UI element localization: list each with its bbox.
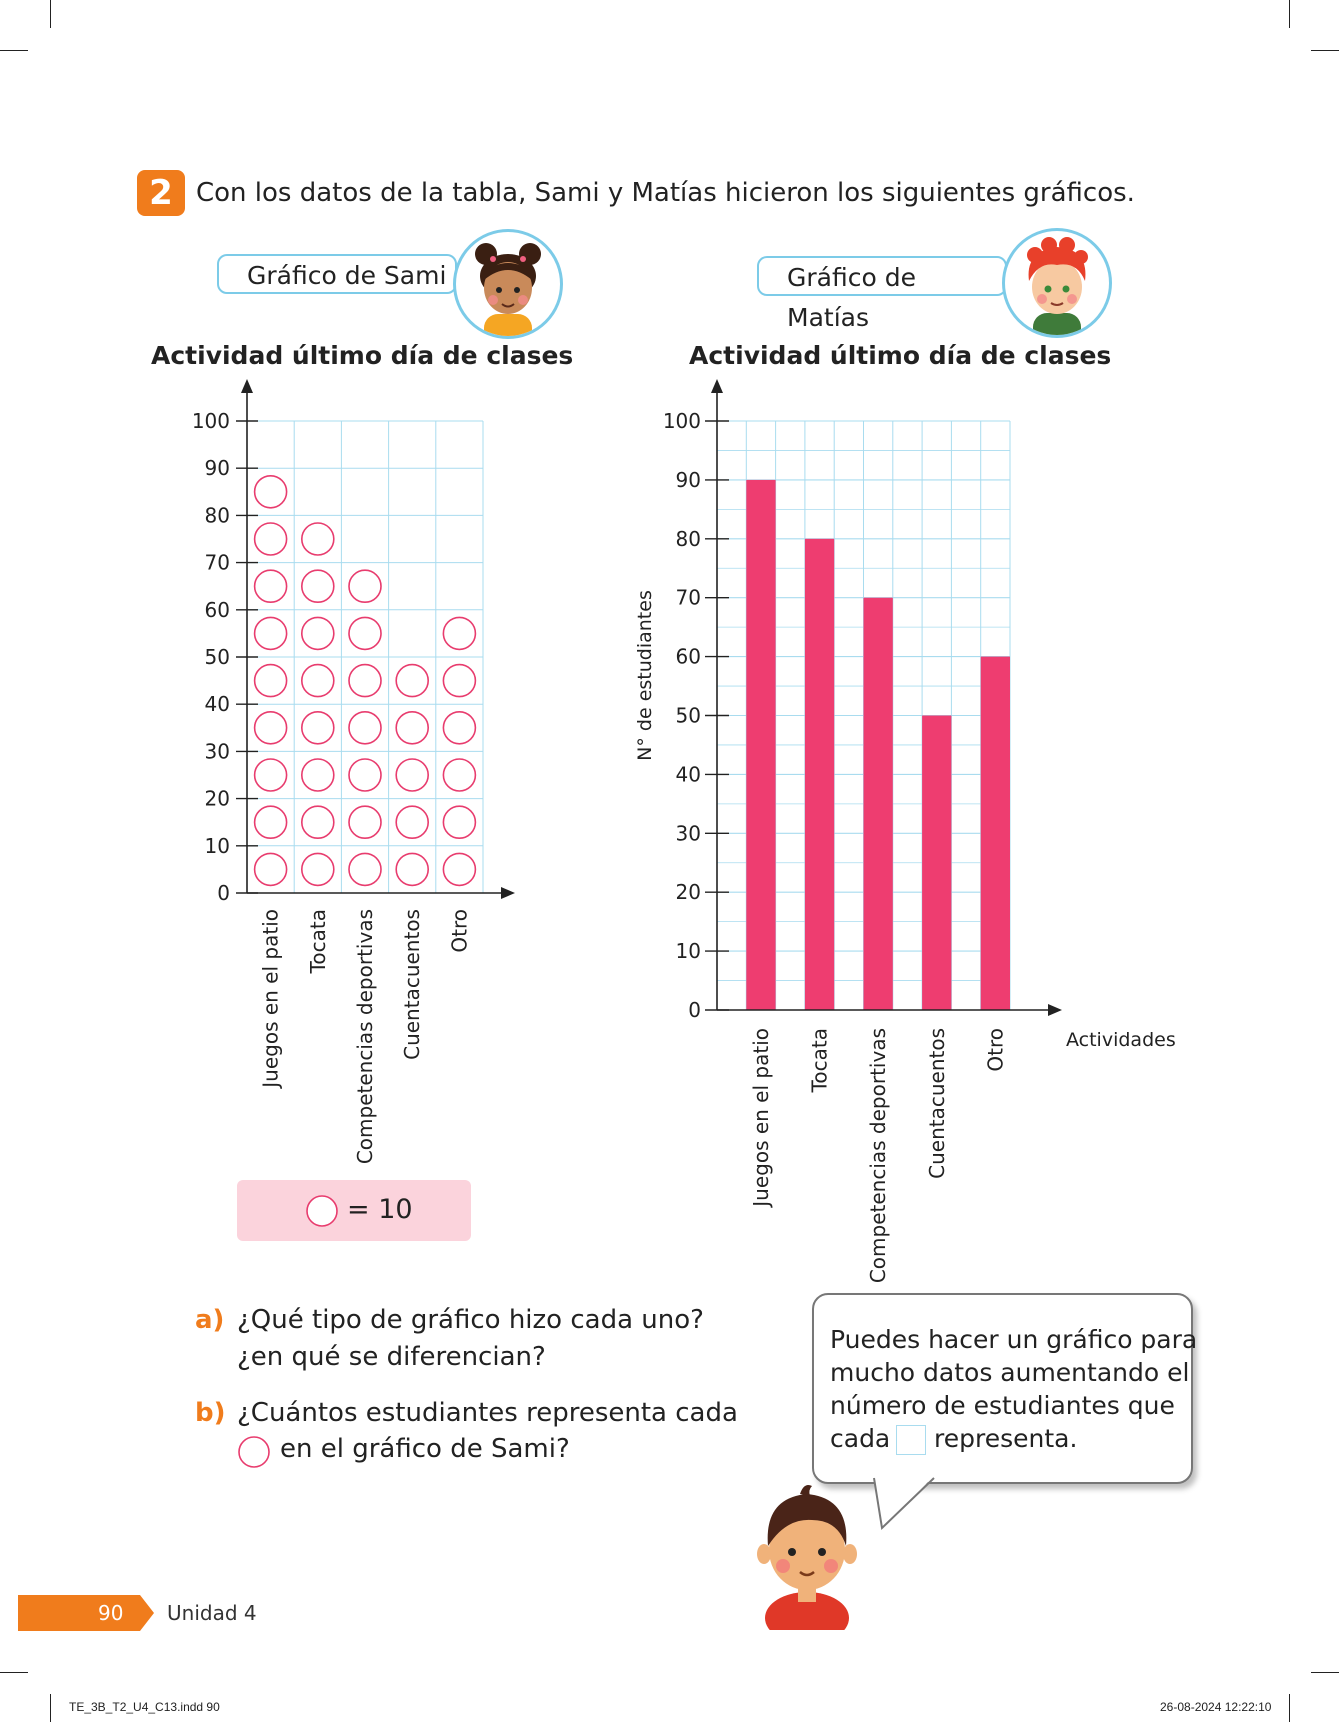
square-symbol-icon xyxy=(896,1425,926,1455)
bar xyxy=(922,716,951,1011)
question-b-line2: en el gráfico de Sami? xyxy=(280,1434,570,1464)
bar xyxy=(746,480,775,1010)
question-b-letter: b) xyxy=(195,1398,226,1428)
x-category-label: Competencias deportivas xyxy=(353,909,377,1165)
y-axis-label: N° de estudiantes xyxy=(634,590,656,761)
tip-line4a: cada xyxy=(830,1424,891,1453)
y-tick-label: 0 xyxy=(688,998,701,1022)
x-category-label: Cuentacuentos xyxy=(400,909,425,1060)
bubble-tail xyxy=(860,1476,940,1536)
y-tick-label: 40 xyxy=(204,692,230,717)
page-number-tab xyxy=(18,1595,154,1631)
y-tick-label: 90 xyxy=(204,456,230,481)
file-name: TE_3B_T2_U4_C13.indd 90 xyxy=(69,1700,220,1714)
y-tick-label: 20 xyxy=(204,786,230,811)
x-category-label: Juegos en el patio xyxy=(748,1028,773,1207)
bar xyxy=(981,657,1010,1010)
unit-label: Unidad 4 xyxy=(167,1601,257,1625)
y-tick-label: 100 xyxy=(191,409,230,433)
print-date: 26-08-2024 12:22:10 xyxy=(1160,1700,1272,1714)
question-a-line1: ¿Qué tipo de gráfico hizo cada uno? xyxy=(237,1305,704,1335)
question-a-line2: ¿en qué se diferencian? xyxy=(237,1342,546,1372)
sami-chart-title: Actividad último día de clases xyxy=(151,341,574,370)
bar xyxy=(805,539,834,1010)
x-axis-label: Actividades xyxy=(1066,1029,1176,1051)
matias-tag: Gráfico de Matías xyxy=(757,256,1007,296)
y-tick-label: 60 xyxy=(675,644,701,669)
y-tick-label: 30 xyxy=(204,739,230,764)
y-tick-label: 30 xyxy=(675,821,701,846)
matias-chart-title: Actividad último día de clases xyxy=(689,341,1112,370)
tip-line2: mucho datos aumentando el xyxy=(830,1358,1190,1387)
tip-line1: Puedes hacer un gráfico para xyxy=(830,1325,1198,1354)
sami-tag: Gráfico de Sami xyxy=(217,254,457,294)
y-tick-label: 80 xyxy=(675,526,701,551)
y-tick-label: 80 xyxy=(204,503,230,528)
y-axis-arrow xyxy=(711,379,723,393)
exercise-number: 2 xyxy=(137,170,185,216)
y-tick-label: 100 xyxy=(662,409,701,433)
x-category-label: Tocata xyxy=(807,1028,832,1093)
y-tick-label: 0 xyxy=(217,881,230,905)
y-tick-label: 60 xyxy=(204,597,230,622)
y-tick-label: 70 xyxy=(204,550,230,575)
x-category-label: Tocata xyxy=(305,909,330,974)
question-a-letter: a) xyxy=(195,1305,225,1335)
x-category-label: Otro xyxy=(447,909,472,953)
bar xyxy=(864,598,893,1010)
tip-line4b: representa. xyxy=(934,1424,1078,1453)
x-category-label: Competencias deportivas xyxy=(866,1028,891,1284)
y-tick-label: 10 xyxy=(204,833,230,858)
exercise-instruction: Con los datos de la tabla, Sami y Matías hicieron los siguientes gráficos. xyxy=(196,178,1135,208)
x-category-label: Juegos en el patio xyxy=(258,909,283,1088)
boy-avatar-icon xyxy=(752,1480,862,1630)
question-b-line1: ¿Cuántos estudiantes representa cada xyxy=(237,1398,738,1428)
page-number: 90 xyxy=(98,1601,124,1625)
y-tick-label: 40 xyxy=(675,762,701,787)
x-axis-arrow xyxy=(1048,1004,1062,1016)
y-tick-label: 90 xyxy=(675,467,701,492)
x-category-label: Otro xyxy=(983,1028,1008,1072)
legend-value: = 10 xyxy=(347,1194,413,1225)
pictogram-legend xyxy=(237,1180,471,1241)
tip-bubble xyxy=(812,1293,1193,1484)
y-tick-label: 50 xyxy=(204,645,230,669)
circle-symbol-icon xyxy=(305,1194,339,1228)
y-tick-label: 10 xyxy=(675,939,701,964)
x-category-label: Cuentacuentos xyxy=(924,1028,949,1179)
y-tick-label: 50 xyxy=(675,703,701,728)
y-tick-label: 70 xyxy=(675,585,701,610)
circle-symbol-icon xyxy=(237,1435,271,1469)
y-tick-label: 20 xyxy=(675,880,701,905)
tip-line3: número de estudiantes que xyxy=(830,1391,1175,1420)
